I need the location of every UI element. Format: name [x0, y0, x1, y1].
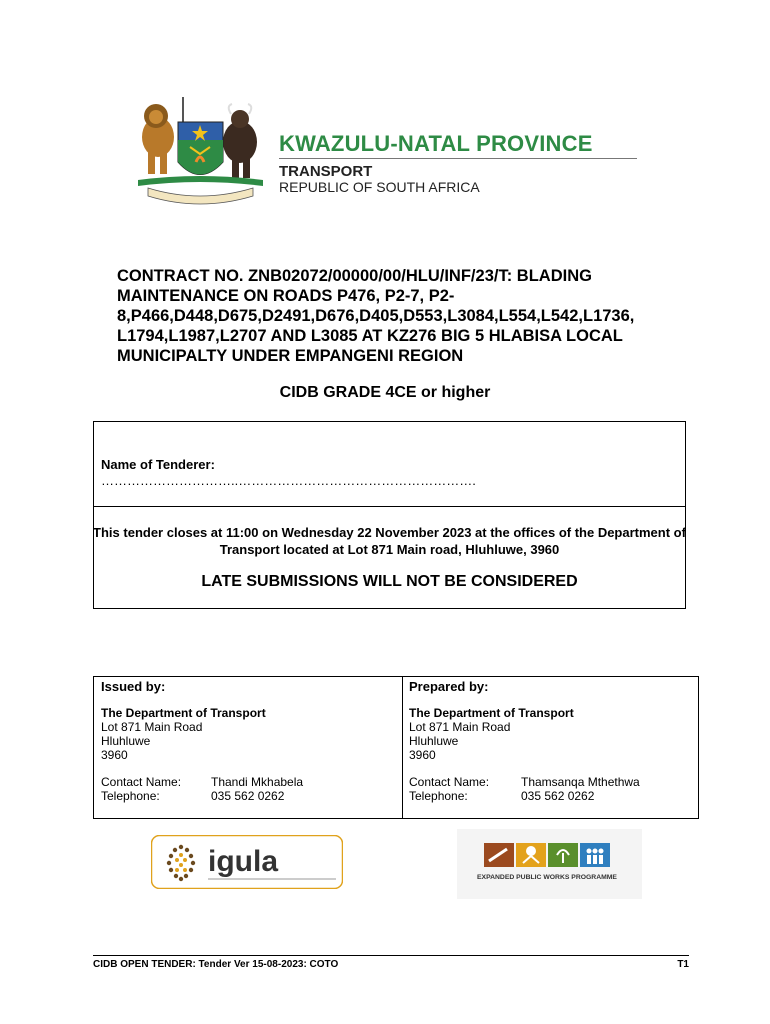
- tenderer-name-field[interactable]: …………………………..……………………………………………….: [101, 473, 476, 488]
- cidb-grade: CIDB GRADE 4CE or higher: [279, 384, 491, 401]
- prepared-by-telephone-label: Telephone:: [409, 789, 468, 803]
- tenderer-label: Name of Tenderer:: [101, 457, 215, 472]
- epwp-logo-text: EXPANDED PUBLIC WORKS PROGRAMME: [477, 874, 617, 881]
- issued-by-telephone-label: Telephone:: [101, 789, 160, 803]
- late-submission-notice: LATE SUBMISSIONS WILL NOT BE CONSIDERED: [201, 573, 578, 590]
- prepared-by-address1: Lot 871 Main Road: [409, 720, 511, 734]
- closing-notice: This tender closes at 11:00 on Wednesday 22 November 2023 at the offices of the Department of Transport located at Lot 871 Main road, Hluhluwe, 3960: [93, 525, 686, 557]
- footer-page-label: T1: [677, 959, 689, 970]
- prepared-by-address2: Hluhluwe: [409, 734, 459, 748]
- footer-divider: [93, 955, 689, 956]
- prepared-by-heading: Prepared by:: [409, 679, 489, 694]
- prepared-by-contact-label: Contact Name:: [409, 775, 490, 789]
- coat-of-arms-icon: [128, 92, 273, 212]
- footer-document-version: CIDB OPEN TENDER: Tender Ver 15-08-2023: COTO: [93, 959, 339, 970]
- prepared-by-telephone: 035 562 0262: [521, 789, 595, 803]
- igula-logo-text: igula: [208, 845, 279, 878]
- issued-by-column: [101, 680, 396, 803]
- header-divider: [279, 158, 637, 159]
- country-name: REPUBLIC OF SOUTH AFRICA: [279, 179, 480, 195]
- prepared-by-department: The Department of Transport: [409, 706, 574, 720]
- prepared-by-postal-code: 3960: [409, 748, 436, 762]
- issued-by-contact-name: Thandi Mkhabela: [211, 775, 304, 789]
- province-title: KWAZULU-NATAL PROVINCE: [279, 131, 593, 156]
- prepared-by-column: [409, 680, 694, 803]
- tender-box-divider: [93, 506, 686, 507]
- issued-by-postal-code: 3960: [101, 748, 128, 762]
- epwp-logo: [457, 829, 642, 899]
- issued-by-contact: [101, 775, 396, 803]
- issued-by-address2: Hluhluwe: [101, 734, 151, 748]
- issued-by-heading: Issued by:: [101, 679, 166, 694]
- issued-by-address1: Lot 871 Main Road: [101, 720, 203, 734]
- prepared-by-contact-name: Thamsanqa Mthethwa: [521, 775, 640, 789]
- issued-by-telephone: 035 562 0262: [211, 789, 285, 803]
- issued-by-department: The Department of Transport: [101, 706, 266, 720]
- igula-logo: [151, 835, 343, 889]
- issued-by-contact-label: Contact Name:: [101, 775, 182, 789]
- contract-title: CONTRACT NO. ZNB02072/00000/00/HLU/INF/23/T: BLADING MAINTENANCE ON ROADS P476, P2-7, P2- 8,P466,D448,D675,D2491,D676,D405,D553,L3084,L554,L542,L1736, L1794,L1987,L2707 AND L3085 AT KZ276 BIG 5 HLABISA LOCAL MUNICIPALTY UNDER EMPANGENI REGION: [117, 267, 635, 365]
- prepared-by-contact: [409, 775, 694, 803]
- issuer-table-divider: [402, 676, 403, 819]
- department-name: TRANSPORT: [279, 163, 373, 180]
